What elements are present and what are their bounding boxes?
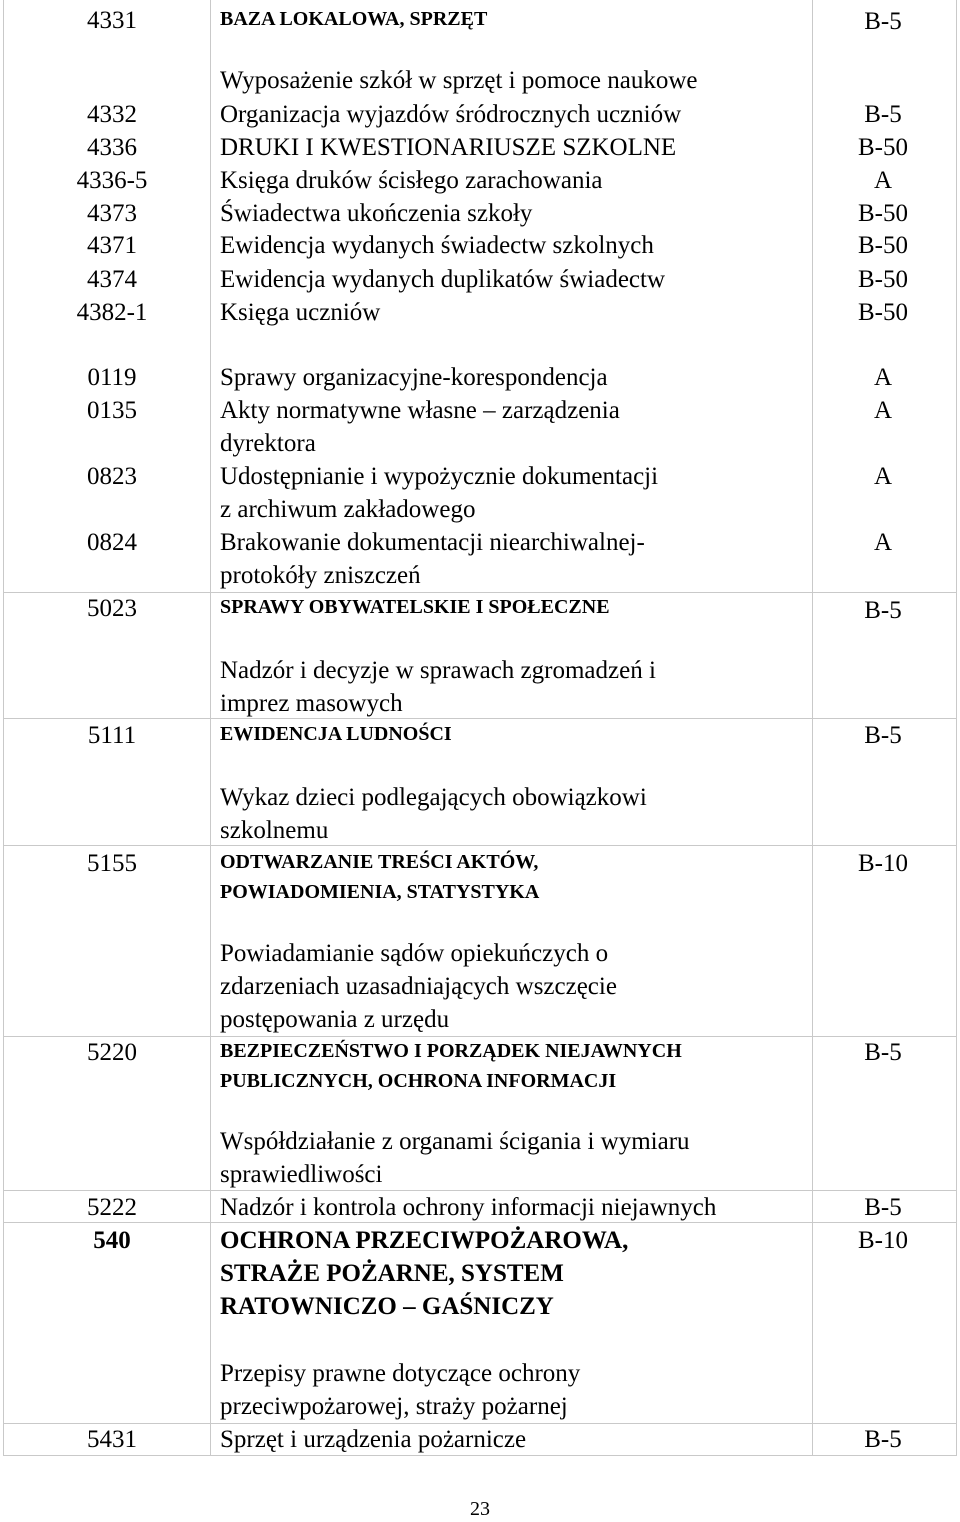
- row-code: 540: [93, 1227, 131, 1254]
- table-divider-code: [210, 0, 211, 1455]
- row-description: Wykaz dzieci podlegających obowiązkowi szkolnemu: [220, 784, 647, 844]
- row-description: Sprawy organizacyjne-korespondencja: [220, 364, 608, 391]
- row-category: B-5: [864, 597, 902, 624]
- row-description: Powiadamianie sądów opiekuńczych o zdarzeniach uzasadniających wszczęcie postępowania z urzędu: [220, 940, 617, 1033]
- row-code: 5431: [87, 1426, 137, 1453]
- row-code: 5220: [87, 1039, 137, 1066]
- row-description: Udostępnianie i wypożycznie dokumentacji z archiwum zakładowego: [220, 463, 659, 523]
- row-code: 4374: [87, 266, 137, 293]
- row-category: A: [873, 397, 893, 424]
- row-description: Księga uczniów: [220, 299, 381, 326]
- row-category: B-10: [858, 1227, 908, 1254]
- section-heading: ODTWARZANIE TREŚCI AKTÓW, POWIADOMIENIA, STATYSTYKA: [220, 851, 540, 903]
- row-category: B-50: [858, 299, 908, 326]
- row-description: Współdziałanie z organami ścigania i wymiaru sprawiedliwości: [220, 1128, 690, 1188]
- row-description: Nadzór i kontrola ochrony informacji niejawnych: [220, 1194, 717, 1221]
- row-code: 4336: [87, 134, 137, 161]
- row-description: Przepisy prawne dotyczące ochrony przeciwpożarowej, straży pożarnej: [220, 1360, 581, 1420]
- row-category: B-5: [864, 722, 902, 749]
- row-category: A: [873, 364, 893, 391]
- row-category: B-10: [858, 850, 908, 877]
- row-code: 4336-5: [76, 167, 148, 194]
- row-description: Ewidencja wydanych świadectw szkolnych: [220, 232, 654, 259]
- row-category: B-50: [858, 134, 908, 161]
- row-description: Nadzór i decyzje w sprawach zgromadzeń i imprez masowych: [220, 657, 656, 717]
- row-code: 0823: [87, 463, 137, 490]
- row-category: B-5: [864, 1194, 902, 1221]
- row-category: A: [873, 463, 893, 490]
- row-code: 4373: [87, 200, 137, 227]
- row-description: Wyposażenie szkół w sprzęt i pomoce naukowe: [220, 67, 698, 94]
- row-code: 4331: [87, 7, 137, 34]
- row-category: B-5: [864, 1039, 902, 1066]
- row-code: 4382-1: [76, 299, 148, 326]
- section-heading: OCHRONA PRZECIWPOŻAROWA, STRAŻE POŻARNE, SYSTEM RATOWNICZO – GAŚNICZY: [220, 1227, 629, 1320]
- row-category: A: [873, 167, 893, 194]
- row-code: 0135: [87, 397, 137, 424]
- row-description: Sprzęt i urządzenia pożarnicze: [220, 1426, 527, 1453]
- row-code: 5155: [87, 850, 137, 877]
- page-number: 23: [470, 1498, 490, 1520]
- section-heading: BEZPIECZEŃSTWO I PORZĄDEK NIEJAWNYCH PUBLICZNYCH, OCHRONA INFORMACJI: [220, 1040, 682, 1092]
- section-heading: SPRAWY OBYWATELSKIE I SPOŁECZNE: [220, 596, 610, 618]
- row-code: 0119: [87, 364, 137, 391]
- row-code: 4332: [87, 101, 137, 128]
- table-border-left: [3, 0, 4, 1455]
- row-description: Ewidencja wydanych duplikatów świadectw: [220, 266, 666, 293]
- row-code: 5222: [87, 1194, 137, 1221]
- row-description: Akty normatywne własne – zarządzenia dyrektora: [220, 397, 620, 457]
- row-description: Brakowanie dokumentacji niearchiwalnej- protokóły zniszczeń: [220, 529, 645, 589]
- row-category: B-5: [864, 101, 902, 128]
- row-category: B-50: [858, 232, 908, 259]
- row-code: 0824: [87, 529, 137, 556]
- row-category: B-5: [864, 1426, 902, 1453]
- row-description: Świadectwa ukończenia szkoły: [220, 200, 533, 227]
- row-code: 5111: [87, 722, 137, 749]
- row-code: 5023: [87, 595, 137, 622]
- row-category: B-5: [864, 8, 902, 35]
- row-description: Organizacja wyjazdów śródrocznych uczniów: [220, 101, 682, 128]
- row-category: A: [873, 529, 893, 556]
- section-heading: BAZA LOKALOWA, SPRZĘT: [220, 8, 488, 30]
- row-description: DRUKI I KWESTIONARIUSZE SZKOLNE: [220, 134, 677, 161]
- row-category: B-50: [858, 200, 908, 227]
- row-code: 4371: [87, 232, 137, 259]
- section-heading: EWIDENCJA LUDNOŚCI: [220, 723, 452, 745]
- row-category: B-50: [858, 266, 908, 293]
- row-description: Księga druków ścisłego zarachowania: [220, 167, 603, 194]
